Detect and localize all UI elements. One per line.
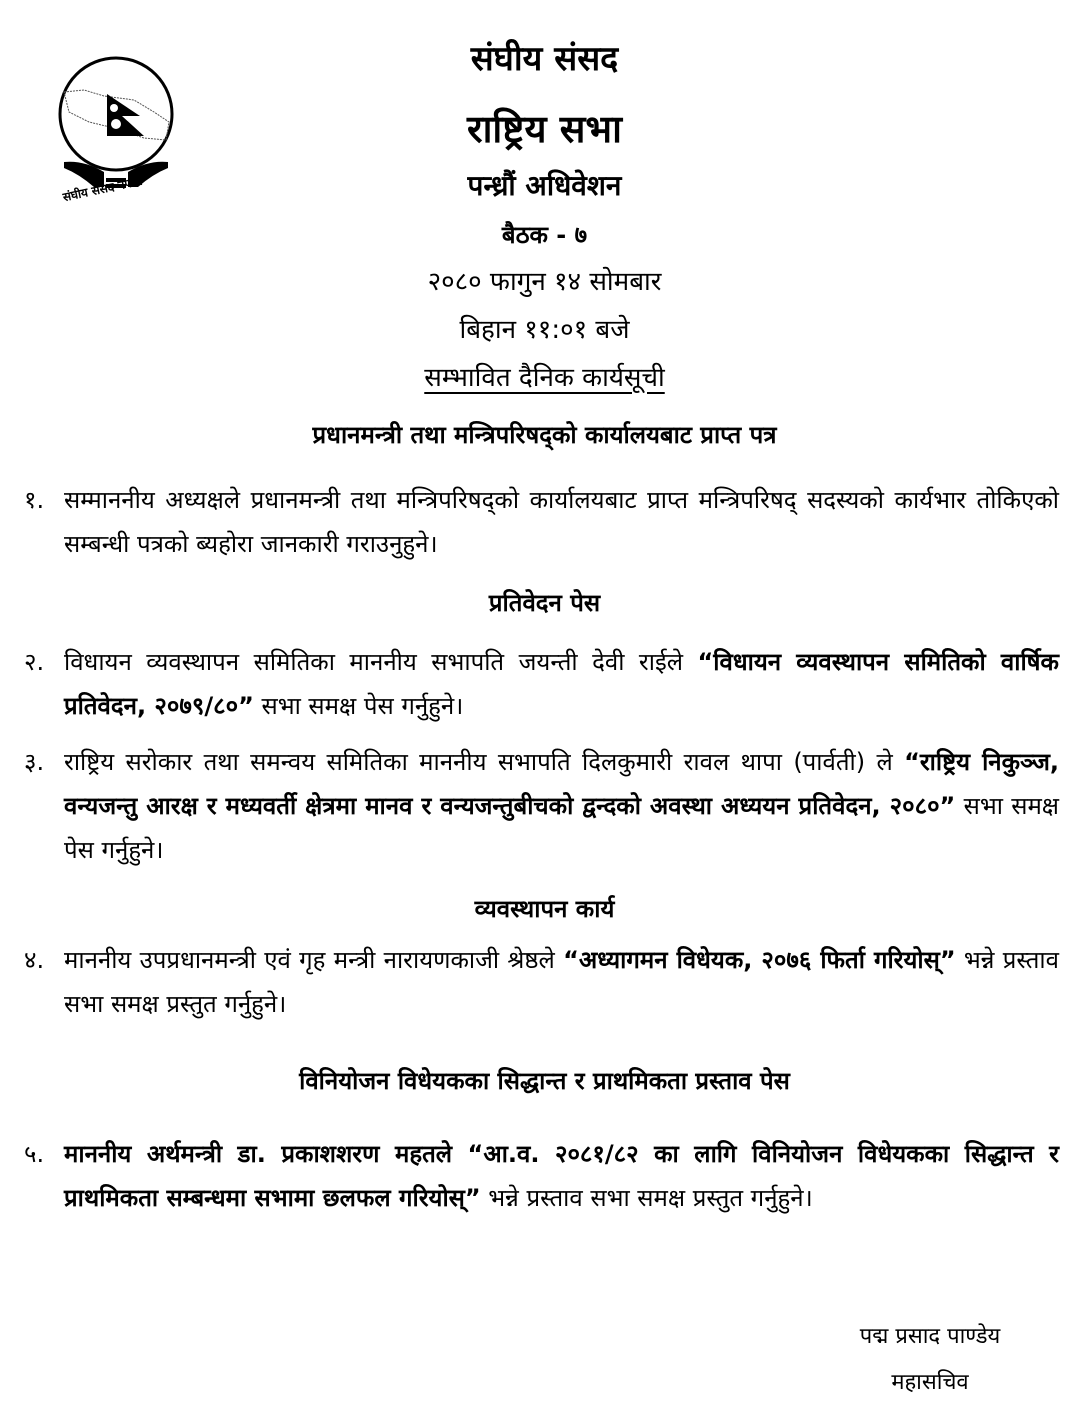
header-time: बिहान ११:०१ बजे — [459, 315, 630, 345]
header-federal-parliament: संघीय संसद — [470, 39, 619, 79]
header-session: पन्ध्रौं अधिवेशन — [467, 169, 622, 202]
agenda-item-5: ५. माननीय अर्थमन्त्री डा. प्रकाशशरण महतले “आ.व. २०८१/८२ का लागि विनियोजन विधेयकका सिद्धान्त र प्राथमिकता सम्बन्धमा सभामा छलफल गरियोस्” भन्ने प्रस्ताव सभा समक्ष प्रस्तुत गर्नुहुने। — [24, 1132, 1059, 1220]
item-number: ४. — [24, 946, 45, 974]
agenda-item-4: ४. माननीय उपप्रधानमन्त्री एवं गृह मन्त्री नारायणकाजी श्रेष्ठले “अध्यागमन विधेयक, २०७६ फिर्ता गरियोस्” भन्ने प्रस्ताव सभा समक्ष प्रस्तुत गर्नुहुने। — [24, 938, 1059, 1026]
section-heading-report-submission: प्रतिवेदन पेस — [488, 589, 601, 617]
header-date: २०८० फागुन १४ सोमबार — [427, 267, 662, 297]
signatory-name: पद्म प्रसाद पाण्डेय — [859, 1324, 1001, 1349]
signature-block — [820, 1314, 1040, 1406]
agenda-item-1: १. सम्माननीय अध्यक्षले प्रधानमन्त्री तथा मन्त्रिपरिषद्को कार्यालयबाट प्राप्त मन्त्रिपरिषद् सदस्यको कार्यभार तोकिएको सम्बन्धी पत्रको ब्यहोरा जानकारी गराउनुहुने। — [24, 478, 1059, 566]
logo-caption: संघीय संसद नेपाल — [61, 173, 144, 205]
item-number: २. — [24, 648, 45, 676]
section-heading-pm-office-letter: प्रधानमन्त्री तथा मन्त्रिपरिषद्को कार्यालयबाट प्राप्त पत्र — [312, 421, 777, 449]
section-heading-legislative-business: व्यवस्थापन कार्य — [474, 895, 615, 923]
item-number: ३. — [24, 748, 45, 776]
item-number: ५. — [24, 1140, 45, 1168]
agenda-title: सम्भावित दैनिक कार्यसूची — [424, 363, 665, 393]
item-number: १. — [24, 486, 45, 514]
section-heading-appropriation-principles: विनियोजन विधेयकका सिद्धान्त र प्राथमिकता प्रस्ताव पेस — [299, 1067, 790, 1095]
agenda-item-2: २. विधायन व्यवस्थापन समितिका माननीय सभापति जयन्ती देवी राईले “विधायन व्यवस्थापन समितिको वार्षिक प्रतिवेदन, २०७९/८०” सभा समक्ष पेस गर्नुहुने। — [24, 640, 1059, 728]
header-meeting: बैठक - ७ — [501, 221, 588, 249]
signatory-title: महासचिव — [891, 1370, 969, 1395]
agenda-item-3: ३. राष्ट्रिय सरोकार तथा समन्वय समितिका माननीय सभापति दिलकुमारी रावल थापा (पार्वती) ले “राष्ट्रिय निकुञ्ज, वन्यजन्तु आरक्ष र मध्यवर्ती क्षेत्रमा मानव र वन्यजन्तुबीचको द्वन्दको अवस्था अध्ययन प्रतिवेदन, २०८०” सभा समक्ष पेस गर्नुहुने। — [24, 740, 1059, 872]
header-national-assembly: राष्ट्रिय सभा — [467, 107, 622, 151]
